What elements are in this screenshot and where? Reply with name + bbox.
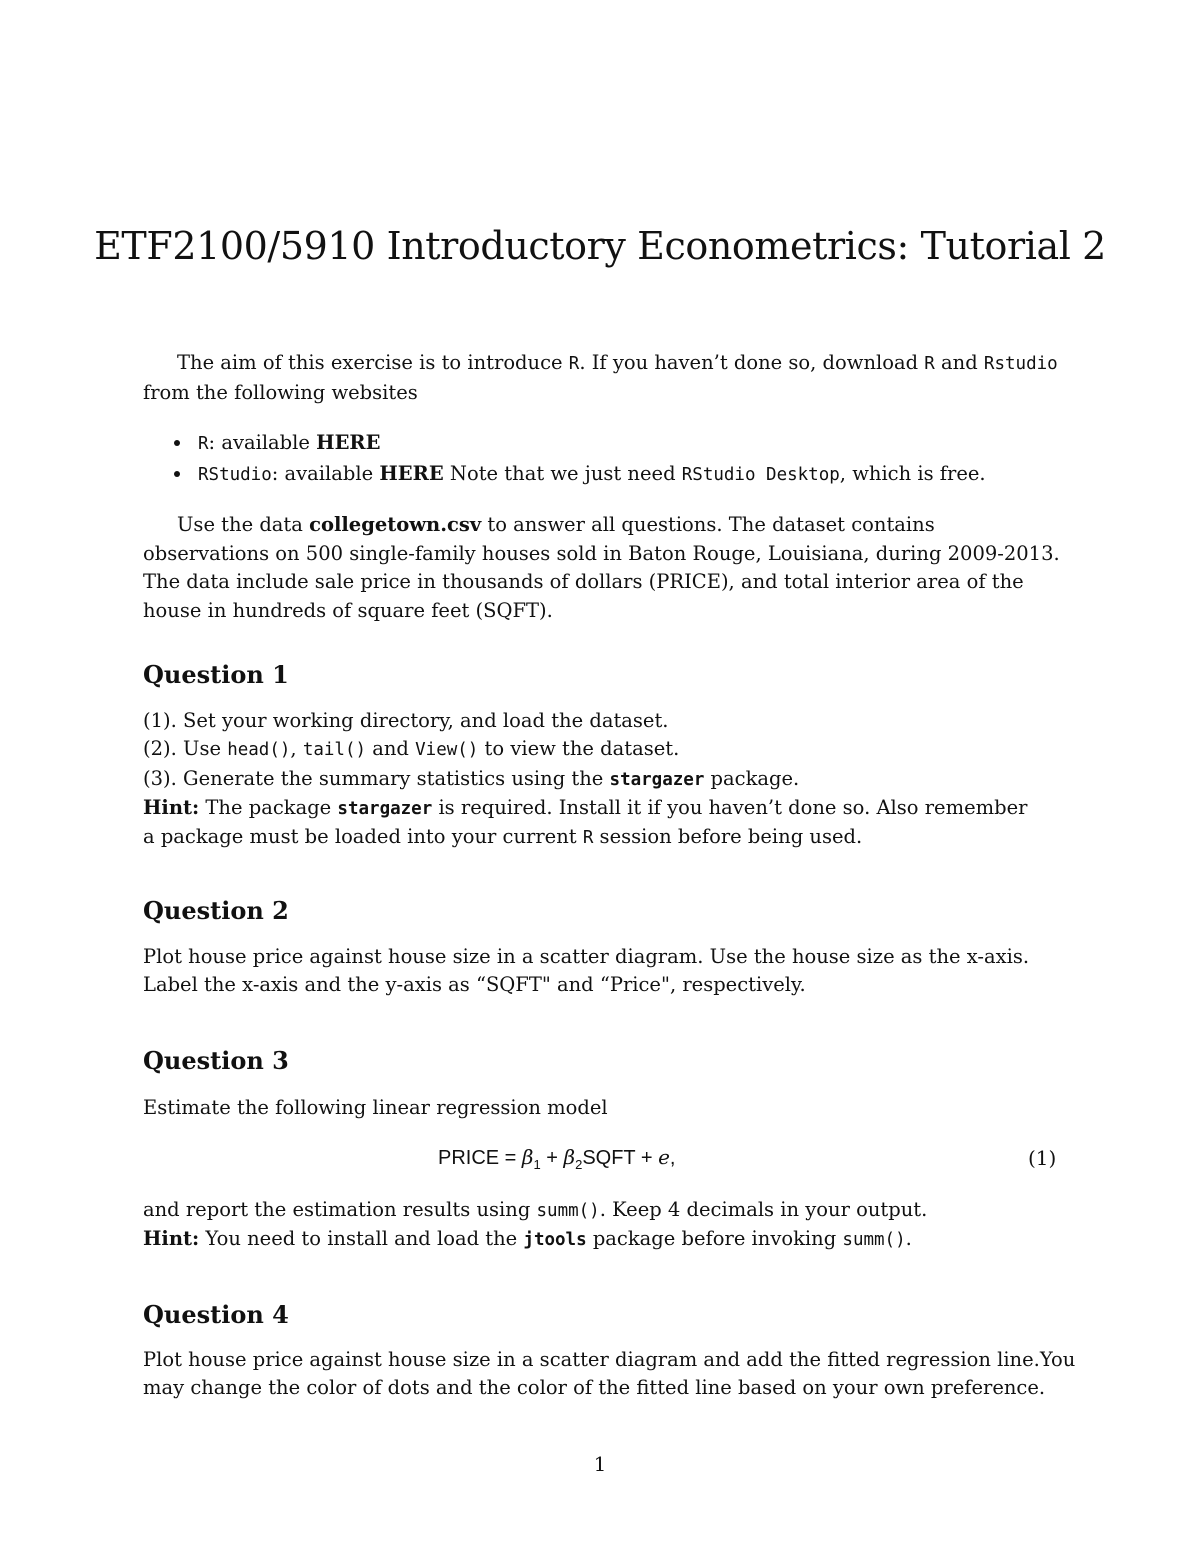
data-text: Use the data xyxy=(177,513,310,536)
q3-text: package before invoking xyxy=(586,1227,843,1251)
q3-text: . xyxy=(905,1227,912,1251)
hint-label: Hint: xyxy=(143,1227,200,1251)
intro-text: The aim of this exercise is to introduce xyxy=(177,351,569,374)
code-jtools: jtools xyxy=(523,1230,587,1251)
q1-text: to view the dataset. xyxy=(478,737,680,761)
q4-line-2: may change the color of dots and the color of the fitted line based on your own preference. xyxy=(143,1376,1046,1400)
question-1-heading: Question 1 xyxy=(143,660,289,689)
q1-text: is required. Install it if you haven’t done so. Also remember xyxy=(432,795,1028,819)
q1-text: The package xyxy=(199,795,338,819)
question-2-heading: Question 2 xyxy=(143,896,289,925)
rstudio-download-link[interactable]: HERE xyxy=(379,462,444,485)
rstudio-name: Rstudio xyxy=(983,354,1058,374)
eq-comma: , xyxy=(669,1147,676,1169)
list-item xyxy=(170,459,1070,490)
eq-beta: β xyxy=(563,1145,576,1169)
q3-text: and report the estimation results using xyxy=(143,1198,537,1221)
q4-line-1: Plot house price against house size in a scatter diagram and add the fitted regression line.You xyxy=(143,1348,1076,1371)
code-view: View() xyxy=(415,740,479,761)
r-name: R xyxy=(568,354,580,374)
regression-equation xyxy=(438,1145,675,1172)
question-3-heading: Question 3 xyxy=(143,1046,289,1075)
bullet-text: : available xyxy=(208,431,317,454)
question-3-intro xyxy=(143,1094,1083,1122)
q1-text: package. xyxy=(704,766,800,790)
data-text: to answer all questions. The dataset contains observations on 500 single-family houses sold in Baton Rouge, Louisiana, during 2009-2013. The data include sale price in thousands of dollars (PRICE), and total interior area of the house in hundreds of square feet (SQFT). xyxy=(143,513,1060,622)
code-head: head() xyxy=(227,740,291,761)
code-stargazer: stargazer xyxy=(337,798,433,819)
r-download-link[interactable]: HERE xyxy=(316,431,381,454)
equation-number: (1) xyxy=(1028,1146,1057,1170)
eq-plus: + xyxy=(540,1147,564,1169)
q2-line-2: Label the x-axis and the y-axis as “SQFT" and “Price", respectively. xyxy=(143,973,806,997)
r-name: R xyxy=(582,828,594,849)
hint-label: Hint: xyxy=(143,795,200,819)
page-title: ETF2100/5910 Introductory Econometrics: Tutorial 2 xyxy=(94,224,1106,268)
bullet-text: : available xyxy=(271,462,380,485)
q3-line-1: Estimate the following linear regression model xyxy=(143,1096,608,1119)
intro-text: . If you haven’t done so, download xyxy=(579,351,925,374)
bullet-code: RStudio Desktop xyxy=(681,465,840,485)
q1-text: , xyxy=(290,737,303,761)
download-list xyxy=(170,428,1070,490)
question-4-body xyxy=(143,1346,1083,1403)
q1-text: a package must be loaded into your current xyxy=(143,825,583,849)
intro-text: and xyxy=(934,351,984,374)
bullet-text: Note that we just need xyxy=(443,462,682,485)
q3-text: You need to install and load the xyxy=(199,1227,524,1251)
eq-lhs: PRICE = xyxy=(438,1147,522,1169)
q1-text: and xyxy=(366,737,416,761)
question-3-body xyxy=(143,1196,1083,1255)
data-file-name: collegetown.csv xyxy=(309,513,482,536)
question-2-body xyxy=(143,943,1083,1000)
intro-text: from the following websites xyxy=(143,380,418,404)
eq-subscript: 2 xyxy=(575,1157,583,1172)
q3-line-2 xyxy=(143,1196,1083,1225)
q1-text: (2). Use xyxy=(143,737,228,761)
intro-paragraph xyxy=(143,349,1061,407)
eq-subscript: 1 xyxy=(533,1157,541,1172)
code-tail: tail() xyxy=(302,740,367,761)
bullet-text: , which is free. xyxy=(839,462,986,485)
q1-hint-line-1 xyxy=(143,794,1083,823)
data-paragraph xyxy=(143,511,1061,625)
r-name: R xyxy=(924,354,935,374)
q3-hint-line xyxy=(143,1225,1083,1254)
q1-line-3 xyxy=(143,765,1083,794)
bullet-icon xyxy=(174,440,180,446)
bullet-label: R xyxy=(198,434,209,454)
q1-text: session before being used. xyxy=(593,825,863,849)
eq-beta: β xyxy=(521,1145,534,1169)
q1-line-2 xyxy=(143,735,1083,764)
question-4-heading: Question 4 xyxy=(143,1300,289,1329)
eq-sqft: SQFT + xyxy=(582,1147,659,1169)
code-summ: summ() xyxy=(842,1230,906,1251)
bullet-icon xyxy=(174,471,180,477)
q1-line-1: (1). Set your working directory, and load the dataset. xyxy=(143,709,669,732)
eq-error: e xyxy=(658,1145,670,1169)
question-1-body xyxy=(143,707,1083,852)
q1-hint-line-2 xyxy=(143,823,1083,852)
bullet-label: RStudio xyxy=(198,465,272,485)
q3-text: . Keep 4 decimals in your output. xyxy=(599,1198,928,1221)
page-number: 1 xyxy=(593,1452,607,1476)
code-summ: summ() xyxy=(536,1201,600,1221)
q1-text: (3). Generate the summary statistics using the xyxy=(143,766,610,790)
q2-line-1: Plot house price against house size in a scatter diagram. Use the house size as the x-axis. xyxy=(143,945,1030,968)
code-stargazer: stargazer xyxy=(609,769,705,790)
list-item xyxy=(170,428,1070,459)
